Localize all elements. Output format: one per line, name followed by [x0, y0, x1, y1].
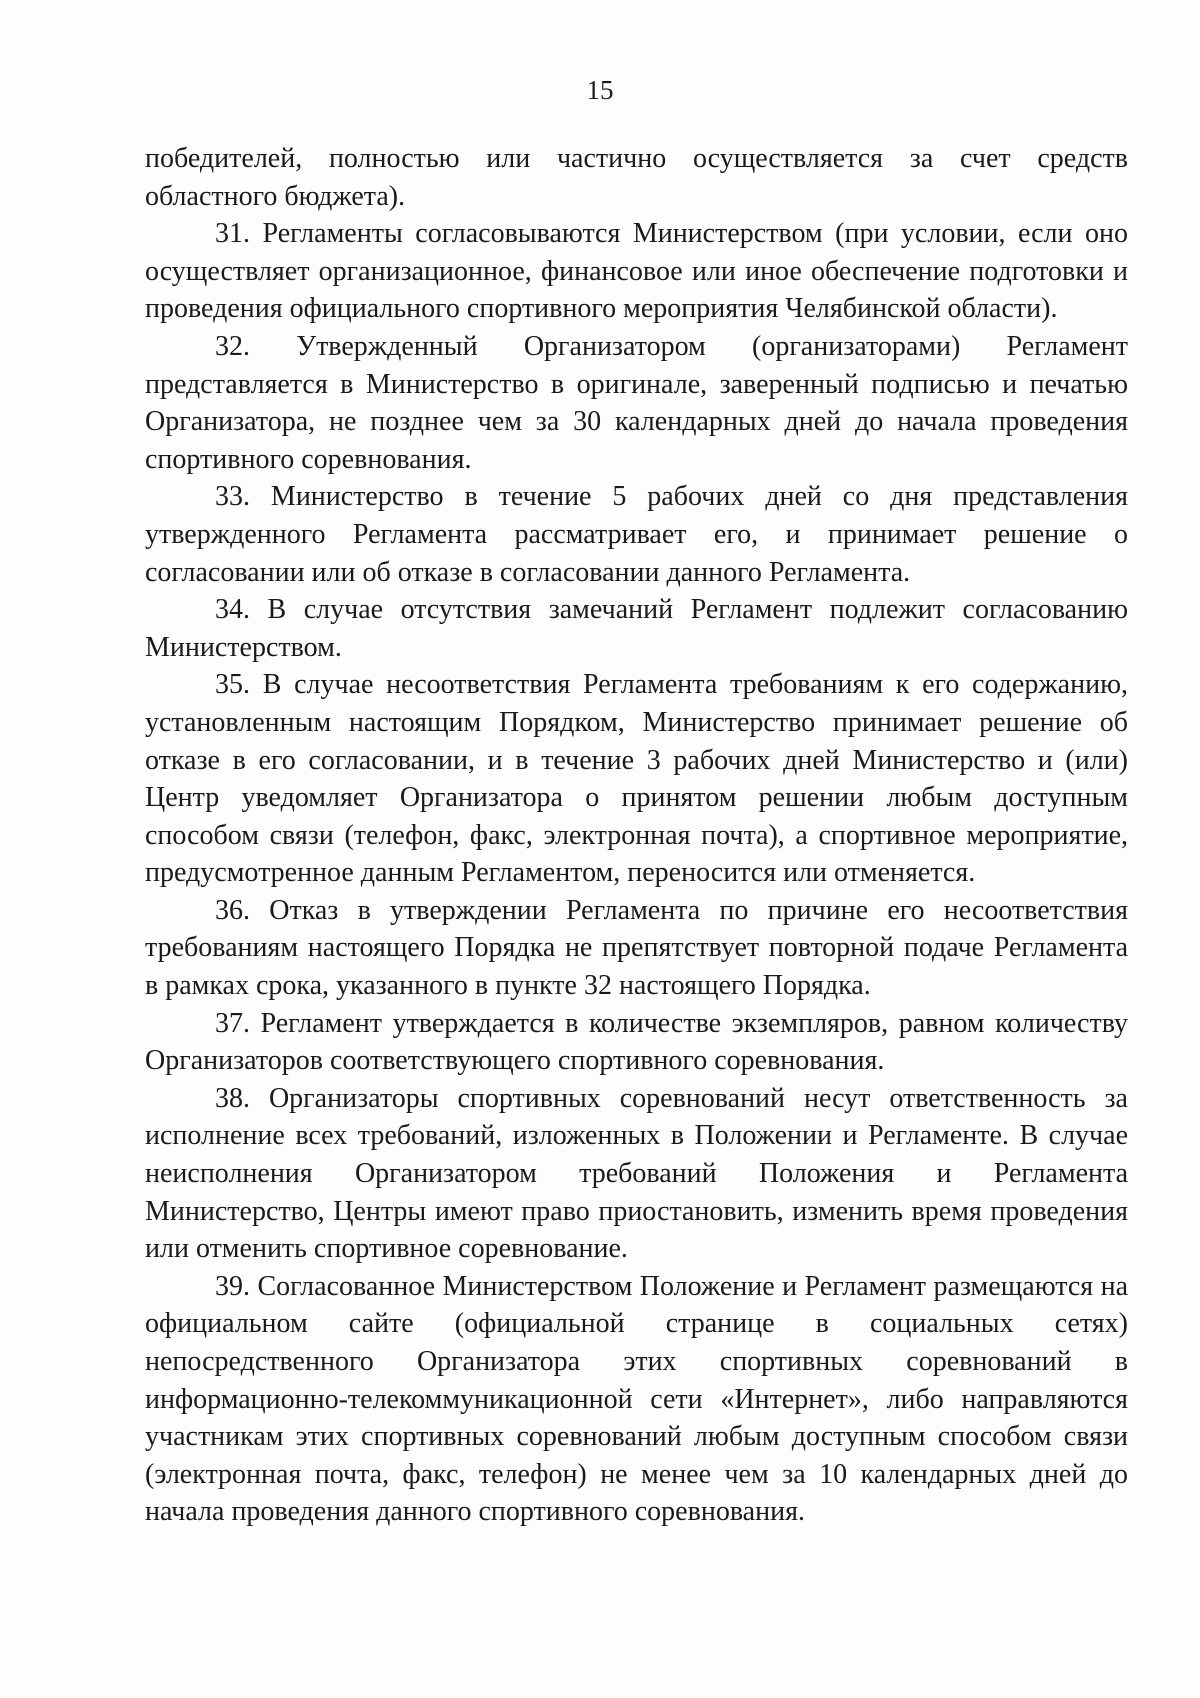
paragraph-37: 37. Регламент утверждается в количестве экземпляров, равном количеству Организаторов соответствующего спортивного соревнования. — [145, 1007, 1128, 1077]
paragraph-34: 34. В случае отсутствия замечаний Регламент подлежит согласованию Министерством. — [145, 594, 1128, 663]
document-body — [145, 140, 1128, 1531]
paragraph-35: 35. В случае несоответствия Регламента требованиям к его содержанию, установленным настоящим Порядком, Министерство принимает решение об отказе в его согласовании, и в течение 3 рабочих дней Министерство и (или) Центр уведомляет Организатора о принятом решении любым доступным способом связи (телефон, факс, электронная почта), а спортивное мероприятие, предусмотренное данным Регламентом, переносится или отменяется. — [145, 669, 1128, 889]
paragraph-38: 38. Организаторы спортивных соревнований несут ответственность за исполнение всех требований, изложенных в Положении и Регламенте. В случае неисполнения Организатором требований Положения и Регламента Министерство, Центры имеют право приостановить, изменить время проведения или отменить спортивное соревнование. — [145, 1082, 1128, 1265]
paragraph-33: 33. Министерство в течение 5 рабочих дней со дня представления утвержденного Регламента рассматривает его, и принимает решение о согласовании или об отказе в согласовании данного Регламента. — [145, 481, 1128, 588]
paragraph-30-continuation: победителей, полностью или частично осуществляется за счет средств областного бюджета). — [145, 143, 1128, 212]
paragraph-32: 32. Утвержденный Организатором (организаторами) Регламент представляется в Министерство в оригинале, заверенный подписью и печатью Организатора, не позднее чем за 30 календарных дней до начала проведения спортивного соревнования. — [145, 330, 1128, 475]
page-number: 15 — [586, 75, 614, 105]
paragraph-36: 36. Отказ в утверждении Регламента по причине его несоответствия требованиям настоящего Порядка не препятствует повторной подаче Регламента в рамках срока, указанного в пункте 32 настоящего Порядка. — [145, 894, 1128, 1002]
paragraph-31: 31. Регламенты согласовываются Министерством (при условии, если оно осуществляет организационное, финансовое или иное обеспечение подготовки и проведения официального спортивного мероприятия Челябинской области). — [145, 218, 1128, 325]
paragraph-39: 39. Согласованное Министерством Положение и Регламент размещаются на официальном сайте (официальной странице в социальных сетях) непосредственного Организатора этих спортивных соревнований в информационно-телекоммуникационной сети «Интернет», либо направляются участникам этих спортивных соревнований любым доступным способом связи (электронная почта, факс, телефон) не менее чем за 10 календарных дней до начала проведения данного спортивного соревнования. — [145, 1270, 1128, 1528]
